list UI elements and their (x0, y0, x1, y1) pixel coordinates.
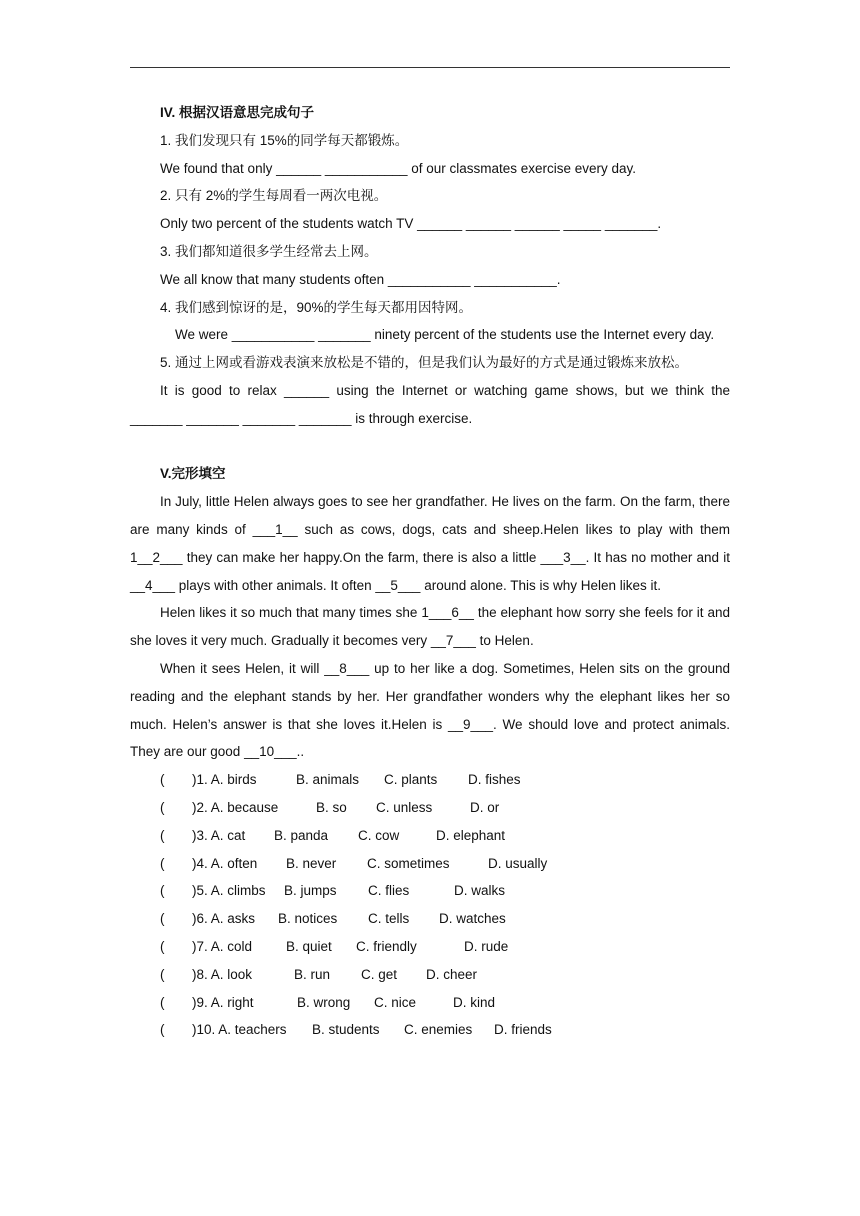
option-c: C. sometimes (367, 855, 450, 871)
option-c: C. nice (374, 994, 417, 1010)
option-row-9 (130, 989, 730, 1017)
q5-english: It is good to relax ______ using the Internet or watching game shows, but we think the _______ _______ _______ _______ is through exercise. (130, 382, 730, 426)
option-b: B. students (312, 1022, 380, 1038)
q2-english: Only two percent of the students watch TV ______ ______ ______ _____ _______. (160, 216, 662, 232)
option-b: B. panda (274, 827, 329, 843)
header-rule (130, 67, 730, 68)
option-c: C. friendly (356, 938, 417, 954)
answer-blank[interactable]: ( (160, 966, 165, 982)
option-c: C. enemies (404, 1022, 473, 1038)
option-a: )5. A. climbs (192, 883, 266, 899)
option-b: B. animals (296, 772, 360, 788)
option-row-6 (130, 905, 730, 933)
option-b: B. jumps (284, 883, 337, 899)
document-body (130, 99, 730, 1044)
q5-chinese: 5. 通过上网或看游戏表演来放松是不错的，但是我们认为最好的方式是通过锻炼来放松。 (160, 355, 689, 371)
option-a: )10. A. teachers (192, 1022, 287, 1038)
option-row-2 (130, 794, 730, 822)
option-d: D. cheer (426, 966, 478, 982)
option-c: C. get (361, 966, 398, 982)
passage-paragraph-1: In July, little Helen always goes to see her grandfather. He lives on the farm. On the farm, there are many kinds of ___1__ such as cows, dogs, cats and sheep.Helen likes to play with them 1__2___ they can make her happy.On the farm, there is also a little ___3__. It has no mother and it __4___ plays with other animals. It often __5___ around alone. This is why Helen likes it. (130, 494, 730, 593)
answer-blank[interactable]: ( (160, 827, 165, 843)
q1-chinese: 1. 我们发现只有 15%的同学每天都锻炼。 (160, 132, 409, 148)
q3-chinese: 3. 我们都知道很多学生经常去上网。 (160, 243, 378, 259)
option-a: )8. A. look (192, 966, 253, 982)
q1-english: We found that only ______ ___________ of our classmates exercise every day. (160, 160, 637, 176)
option-d: D. fishes (468, 772, 521, 788)
option-c: C. unless (376, 799, 433, 815)
option-d: D. kind (453, 994, 496, 1010)
q4-chinese: 4. 我们感到惊讶的是，90%的学生每天都用因特网。 (160, 299, 473, 315)
answer-blank[interactable]: ( (160, 772, 165, 788)
section-spacer (130, 433, 730, 461)
option-c: C. cow (358, 827, 400, 843)
q4-english: We were ___________ _______ ninety percent of the students use the Internet every day. (175, 327, 715, 343)
option-d: D. or (470, 799, 500, 815)
option-d: D. elephant (436, 827, 506, 843)
answer-blank[interactable]: ( (160, 883, 165, 899)
option-row-3 (130, 822, 730, 850)
option-b: B. run (294, 966, 331, 982)
option-a: )6. A. asks (192, 911, 256, 927)
option-row-5 (130, 877, 730, 905)
option-b: B. notices (278, 911, 338, 927)
option-c: C. tells (368, 911, 410, 927)
passage-paragraph-2: Helen likes it so much that many times she 1___6__ the elephant how sorry she feels for it and she loves it very much. Gradually it becomes very __7___ to Helen. (130, 605, 730, 649)
option-c: C. flies (368, 883, 410, 899)
option-a: )4. A. often (192, 855, 258, 871)
option-c: C. plants (384, 772, 438, 788)
answer-blank[interactable]: ( (160, 938, 165, 954)
option-d: D. watches (439, 911, 506, 927)
option-b: B. never (286, 855, 337, 871)
option-a: )9. A. right (192, 994, 254, 1010)
option-d: D. usually (488, 855, 548, 871)
option-a: )1. A. birds (192, 772, 257, 788)
option-row-7 (130, 933, 730, 961)
section-4-heading: IV. 根据汉语意思完成句子 (160, 105, 315, 120)
option-row-10 (130, 1016, 730, 1044)
option-a: )7. A. cold (192, 938, 253, 954)
option-a: )2. A. because (192, 799, 279, 815)
answer-blank[interactable]: ( (160, 799, 165, 815)
q2-chinese: 2. 只有 2%的学生每周看一两次电视。 (160, 188, 388, 204)
option-row-4 (130, 850, 730, 878)
option-a: )3. A. cat (192, 827, 246, 843)
q3-english: We all know that many students often ___________ ___________. (160, 271, 561, 287)
passage-paragraph-3: When it sees Helen, it will __8___ up to her like a dog. Sometimes, Helen sits on the ground reading and the elephant stands by her. Her grandfather wonders why the elephant likes her so much. Helen’s answer is that she loves it.Helen is __9___. We should love and protect animals. They are our good __10___.. (130, 660, 730, 760)
option-b: B. quiet (286, 938, 332, 954)
option-b: B. so (316, 799, 347, 815)
option-b: B. wrong (297, 994, 351, 1010)
answer-blank[interactable]: ( (160, 1022, 165, 1038)
answer-blank[interactable]: ( (160, 911, 165, 927)
option-row-1 (130, 766, 730, 794)
answer-blank[interactable]: ( (160, 994, 165, 1010)
option-d: D. friends (494, 1022, 552, 1038)
option-row-8 (130, 961, 730, 989)
section-5-heading: V.完形填空 (160, 466, 226, 482)
answer-blank[interactable]: ( (160, 855, 165, 871)
option-d: D. rude (464, 938, 509, 954)
option-d: D. walks (454, 883, 506, 899)
